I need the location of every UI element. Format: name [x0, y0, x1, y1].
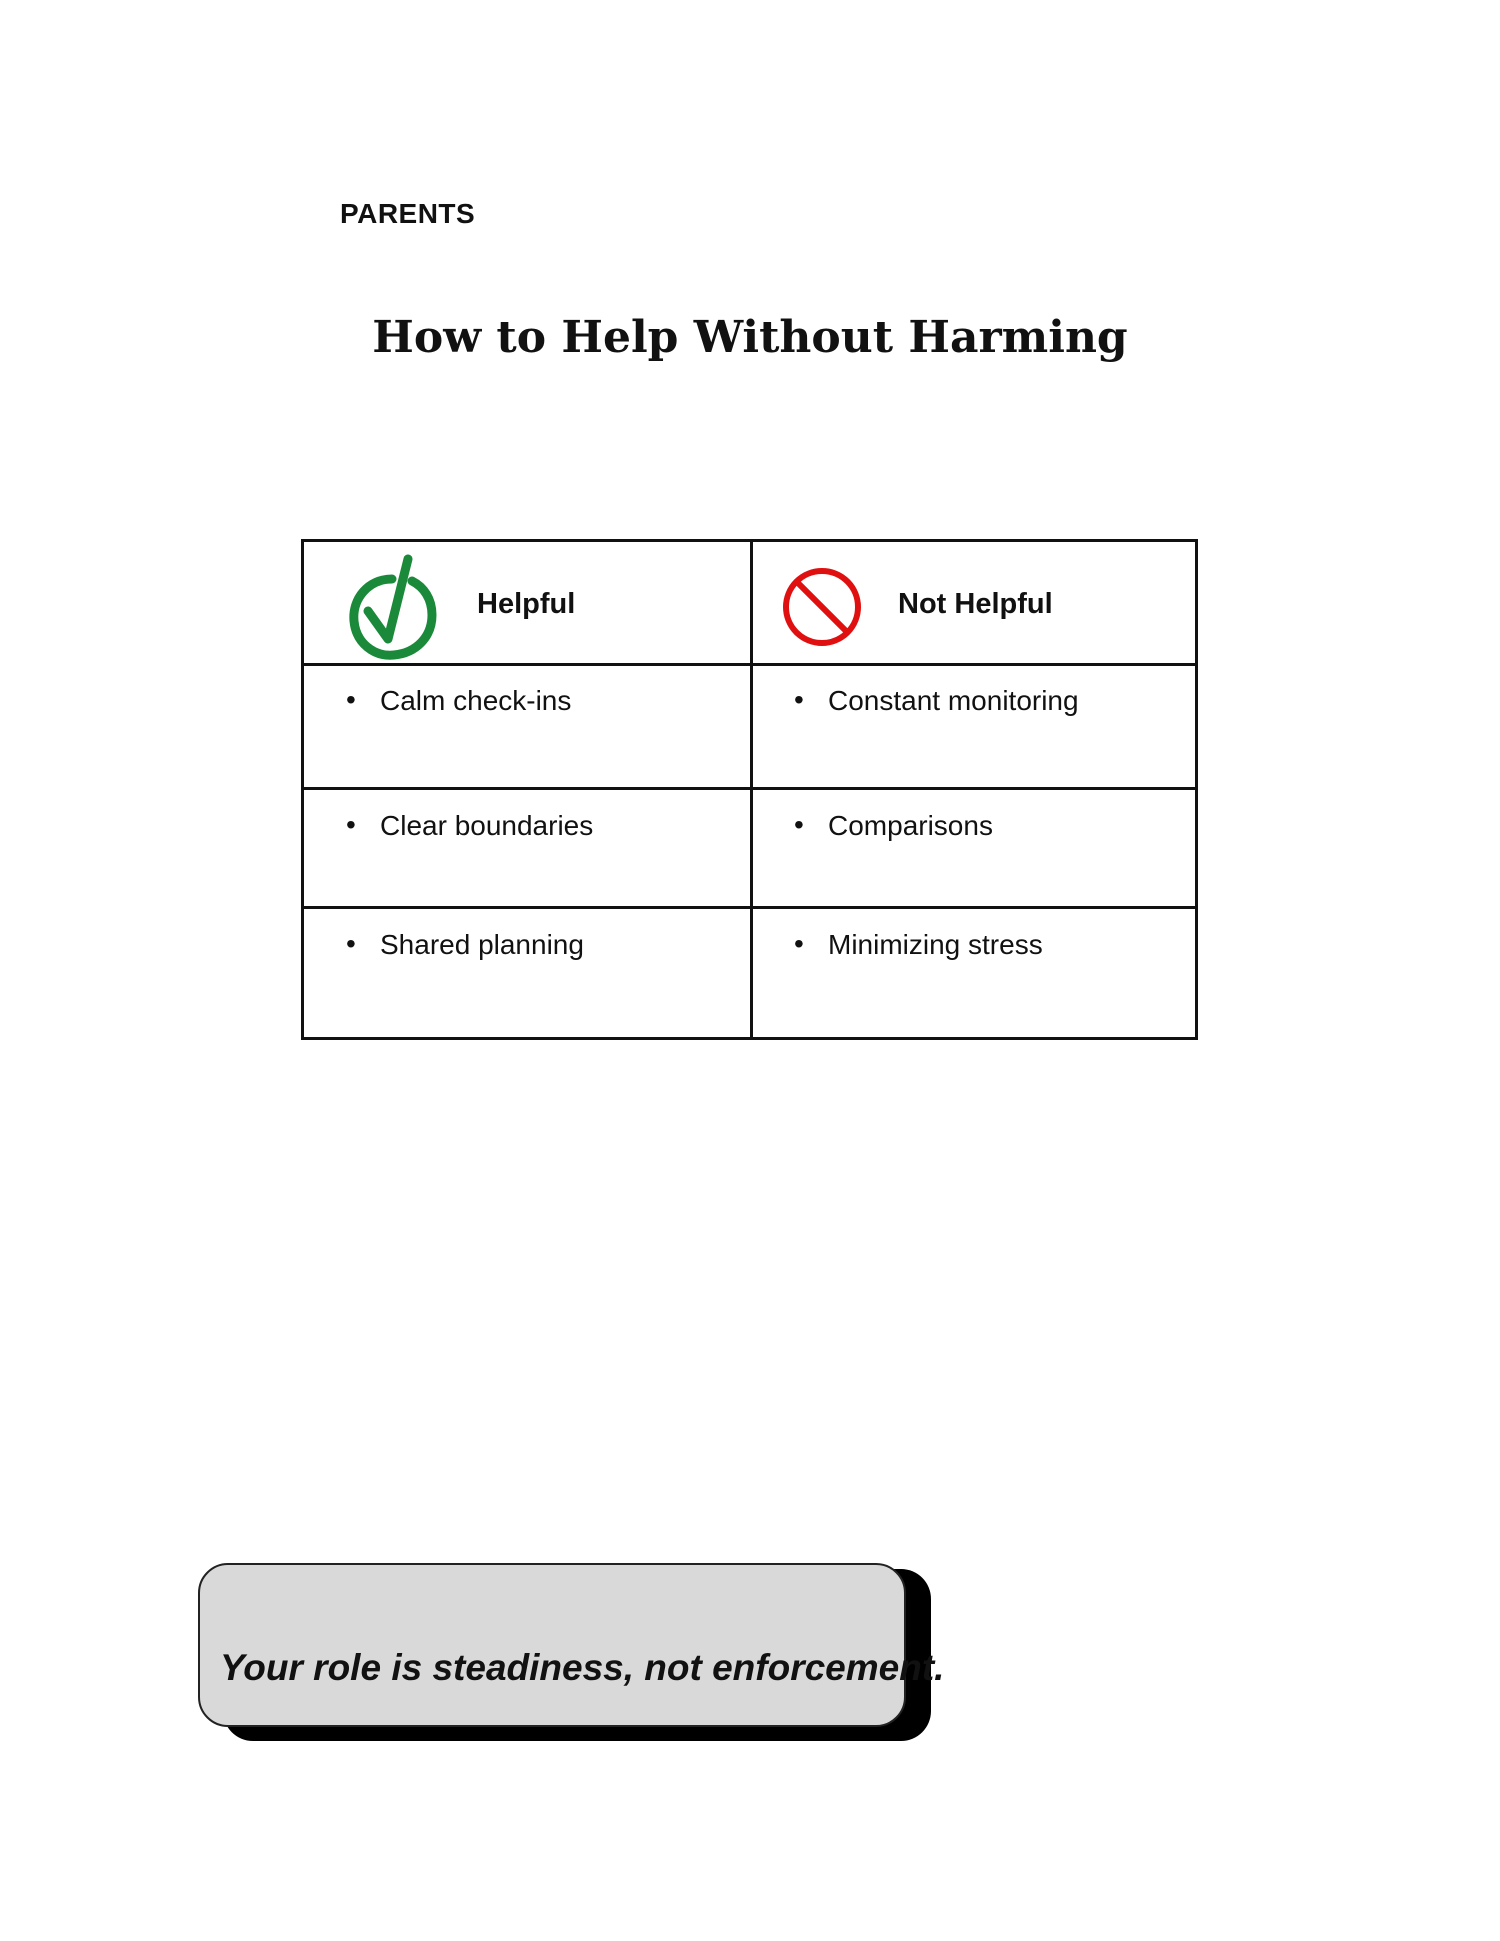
callout-box	[198, 1563, 945, 1727]
check-circle-icon	[342, 553, 442, 661]
section-label: PARENTS	[340, 198, 476, 229]
helpful-item: Clear boundaries	[380, 810, 594, 841]
not-helpful-item: Comparisons	[828, 810, 993, 841]
bullet: •	[346, 928, 356, 959]
row-divider	[304, 906, 1195, 909]
not-helpful-item: Minimizing stress	[828, 929, 1043, 960]
not-helpful-label: Not Helpful	[898, 587, 1053, 620]
bullet: •	[346, 809, 356, 840]
helpful-label: Helpful	[477, 587, 576, 620]
page-title: How to Help Without Harming	[372, 312, 1128, 363]
prohibited-icon	[781, 566, 863, 648]
helpful-item: Shared planning	[380, 929, 584, 960]
helpful-item: Calm check-ins	[380, 685, 572, 716]
bullet: •	[346, 684, 356, 715]
bullet: •	[794, 684, 804, 715]
not-helpful-item: Constant monitoring	[828, 685, 1079, 716]
callout-text: Your role is steadiness, not enforcement.	[220, 1647, 945, 1688]
comparison-table	[301, 539, 1198, 1040]
bullet: •	[794, 928, 804, 959]
bullet: •	[794, 809, 804, 840]
not-helpful-header	[753, 542, 1195, 666]
row-divider	[304, 787, 1195, 790]
helpful-header	[304, 542, 750, 666]
